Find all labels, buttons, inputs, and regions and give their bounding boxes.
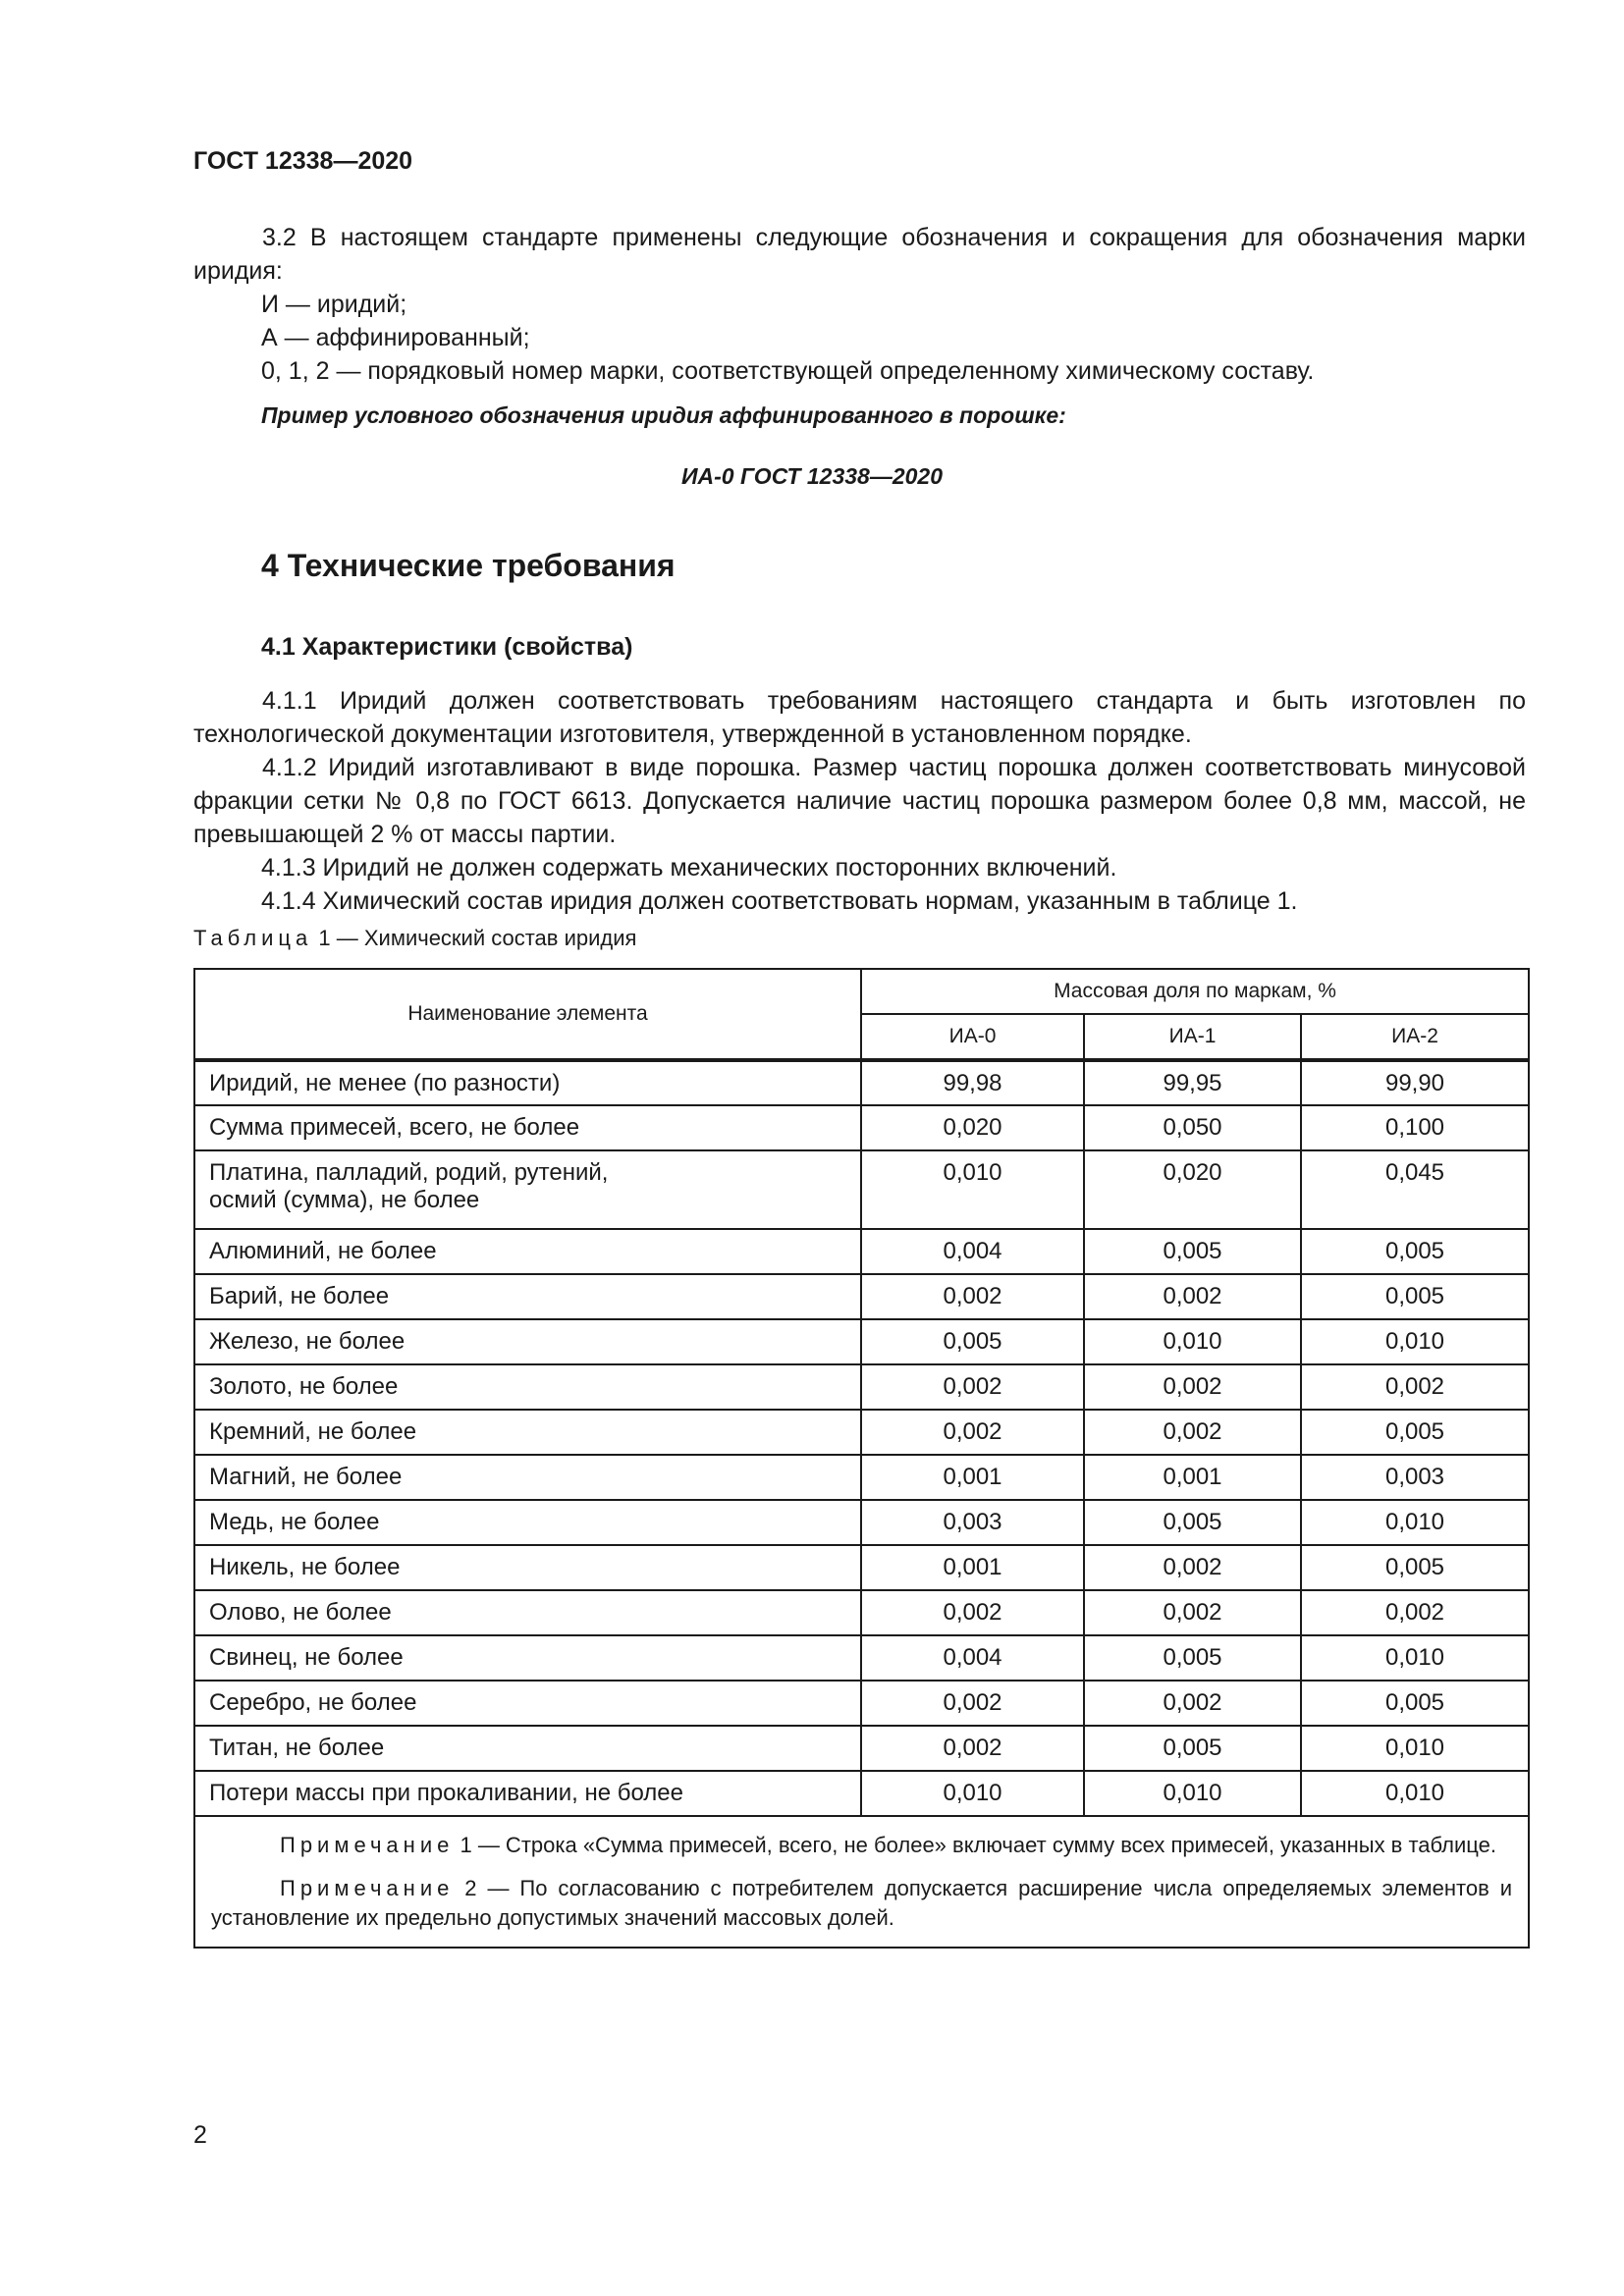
- table-row: [194, 1364, 1529, 1410]
- element-name: Золото, не более: [194, 1364, 861, 1410]
- value-ia1: 0,050: [1084, 1105, 1301, 1150]
- table-caption: [193, 926, 636, 951]
- value-ia2: 0,005: [1301, 1410, 1529, 1455]
- value-ia2: 0,045: [1301, 1150, 1529, 1229]
- header-grade: ИА-2: [1301, 1014, 1529, 1060]
- value-ia1: 0,002: [1084, 1545, 1301, 1590]
- paragraph-3-2: 3.2 В настоящем стандарте применены следующие обозначения и сокращения для обозначения марки иридия:: [193, 224, 1526, 285]
- element-name-line: осмий (сумма), не более: [209, 1187, 480, 1213]
- value-ia1: 0,005: [1084, 1229, 1301, 1274]
- element-name: Сумма примесей, всего, не более: [194, 1105, 861, 1150]
- value-ia2: 0,005: [1301, 1274, 1529, 1319]
- table-row: [194, 1319, 1529, 1364]
- element-name: Иридий, не менее (по разности): [194, 1060, 861, 1105]
- value-ia0: 0,004: [861, 1229, 1084, 1274]
- value-ia2: 0,005: [1301, 1229, 1529, 1274]
- value-ia2: 0,010: [1301, 1319, 1529, 1364]
- value-ia1: 0,002: [1084, 1274, 1301, 1319]
- value-ia2: 0,010: [1301, 1726, 1529, 1771]
- table-row: [194, 1590, 1529, 1635]
- element-name: [194, 1150, 861, 1229]
- value-ia1: 0,005: [1084, 1635, 1301, 1681]
- paragraph-4-1-4: 4.1.4 Химический состав иридия должен соответствовать нормам, указанным в таблице 1.: [261, 887, 1298, 915]
- value-ia1: 0,005: [1084, 1726, 1301, 1771]
- value-ia1: 0,002: [1084, 1681, 1301, 1726]
- value-ia2: 0,002: [1301, 1364, 1529, 1410]
- element-name-line: Платина, палладий, родий, рутений,: [209, 1159, 609, 1186]
- element-name: Алюминий, не более: [194, 1229, 861, 1274]
- value-ia0: 0,002: [861, 1726, 1084, 1771]
- chemical-composition-table: [193, 968, 1530, 1949]
- element-name: Кремний, не более: [194, 1410, 861, 1455]
- note-label: Примечание: [280, 1833, 455, 1857]
- value-ia0: 0,001: [861, 1455, 1084, 1500]
- value-ia2: 0,100: [1301, 1105, 1529, 1150]
- value-ia0: 0,004: [861, 1635, 1084, 1681]
- value-ia2: 0,003: [1301, 1455, 1529, 1500]
- definition-a: А — аффинированный;: [261, 324, 530, 351]
- table-row: [194, 1771, 1529, 1816]
- table-caption-label: Таблица: [193, 926, 313, 950]
- header-grade: ИА-0: [861, 1014, 1084, 1060]
- value-ia0: 0,001: [861, 1545, 1084, 1590]
- table-row: [194, 1500, 1529, 1545]
- table-note-1: [211, 1831, 1512, 1860]
- table-row: [194, 1681, 1529, 1726]
- header-grade: ИА-1: [1084, 1014, 1301, 1060]
- page-number: 2: [193, 2121, 207, 2149]
- paragraph-4-1-2: 4.1.2 Иридий изготавливают в виде порошка. Размер частиц порошка должен соответствовать минусовой фракции сетки № 0,8 по ГОСТ 6613. Допускается наличие частиц порошка размером более 0,8 мм, массой, не превышающей 2 % от массы партии.: [193, 754, 1526, 848]
- table-row: [194, 1545, 1529, 1590]
- example-title: Пример условного обозначения иридия аффинированного в порошке:: [261, 402, 1066, 428]
- table-note-2: [211, 1874, 1512, 1933]
- value-ia1: 99,95: [1084, 1060, 1301, 1105]
- element-name: Никель, не более: [194, 1545, 861, 1590]
- value-ia1: 0,001: [1084, 1455, 1301, 1500]
- element-name: Серебро, не более: [194, 1681, 861, 1726]
- note-text: 1 — Строка «Сумма примесей, всего, не более» включает сумму всех примесей, указанных в таблице.: [460, 1833, 1496, 1857]
- table-row: [194, 1455, 1529, 1500]
- table-caption-text: 1 — Химический состав иридия: [318, 926, 637, 950]
- value-ia1: 0,010: [1084, 1319, 1301, 1364]
- paragraph-4-1-1: 4.1.1 Иридий должен соответствовать требованиям настоящего стандарта и быть изготовлен по технологической документации изготовителя, утвержденной в установленном порядке.: [193, 687, 1526, 748]
- value-ia0: 0,002: [861, 1364, 1084, 1410]
- value-ia2: 0,010: [1301, 1500, 1529, 1545]
- value-ia1: 0,002: [1084, 1410, 1301, 1455]
- value-ia1: 0,005: [1084, 1500, 1301, 1545]
- value-ia2: 0,010: [1301, 1771, 1529, 1816]
- value-ia0: 0,002: [861, 1590, 1084, 1635]
- value-ia0: 0,002: [861, 1410, 1084, 1455]
- value-ia0: 0,010: [861, 1771, 1084, 1816]
- value-ia0: 99,98: [861, 1060, 1084, 1105]
- value-ia0: 0,010: [861, 1150, 1084, 1229]
- document-header: ГОСТ 12338—2020: [193, 147, 413, 175]
- element-name: Потери массы при прокаливании, не более: [194, 1771, 861, 1816]
- table-row: [194, 1274, 1529, 1319]
- note-text: 2 — По согласованию с потребителем допускается расширение числа определяемых элементов и установление их предельно допустимых значений массовых долей.: [211, 1876, 1512, 1930]
- element-name: Магний, не более: [194, 1455, 861, 1500]
- header-mass-fraction: Массовая доля по маркам, %: [861, 969, 1529, 1014]
- value-ia0: 0,005: [861, 1319, 1084, 1364]
- table-notes-row: [194, 1816, 1529, 1948]
- section-heading: 4 Технические требования: [261, 548, 676, 583]
- element-name: Барий, не более: [194, 1274, 861, 1319]
- value-ia1: 0,020: [1084, 1150, 1301, 1229]
- value-ia0: 0,003: [861, 1500, 1084, 1545]
- value-ia2: 0,010: [1301, 1635, 1529, 1681]
- note-label: Примечание: [280, 1876, 455, 1900]
- table-row: [194, 1726, 1529, 1771]
- table-row: [194, 1635, 1529, 1681]
- value-ia0: 0,002: [861, 1681, 1084, 1726]
- table-row: [194, 1150, 1529, 1229]
- table-row: [194, 1229, 1529, 1274]
- table-row: [194, 1105, 1529, 1150]
- header-element: Наименование элемента: [194, 969, 861, 1060]
- value-ia1: 0,010: [1084, 1771, 1301, 1816]
- element-name: Железо, не более: [194, 1319, 861, 1364]
- value-ia2: 99,90: [1301, 1060, 1529, 1105]
- definition-i: И — иридий;: [261, 291, 407, 318]
- example-code: ИА-0 ГОСТ 12338—2020: [681, 463, 943, 489]
- value-ia2: 0,002: [1301, 1590, 1529, 1635]
- table-notes: [194, 1816, 1529, 1948]
- value-ia2: 0,005: [1301, 1545, 1529, 1590]
- table-row: [194, 1410, 1529, 1455]
- value-ia2: 0,005: [1301, 1681, 1529, 1726]
- paragraph-4-1-3: 4.1.3 Иридий не должен содержать механических посторонних включений.: [261, 854, 1117, 881]
- definition-numbers: 0, 1, 2 — порядковый номер марки, соответствующей определенному химическому составу.: [261, 357, 1315, 385]
- element-name: Свинец, не более: [194, 1635, 861, 1681]
- value-ia1: 0,002: [1084, 1364, 1301, 1410]
- element-name: Титан, не более: [194, 1726, 861, 1771]
- value-ia0: 0,020: [861, 1105, 1084, 1150]
- element-name: Медь, не более: [194, 1500, 861, 1545]
- value-ia1: 0,002: [1084, 1590, 1301, 1635]
- table-row: [194, 1060, 1529, 1105]
- element-name: Олово, не более: [194, 1590, 861, 1635]
- subsection-heading: 4.1 Характеристики (свойства): [261, 633, 633, 661]
- value-ia0: 0,002: [861, 1274, 1084, 1319]
